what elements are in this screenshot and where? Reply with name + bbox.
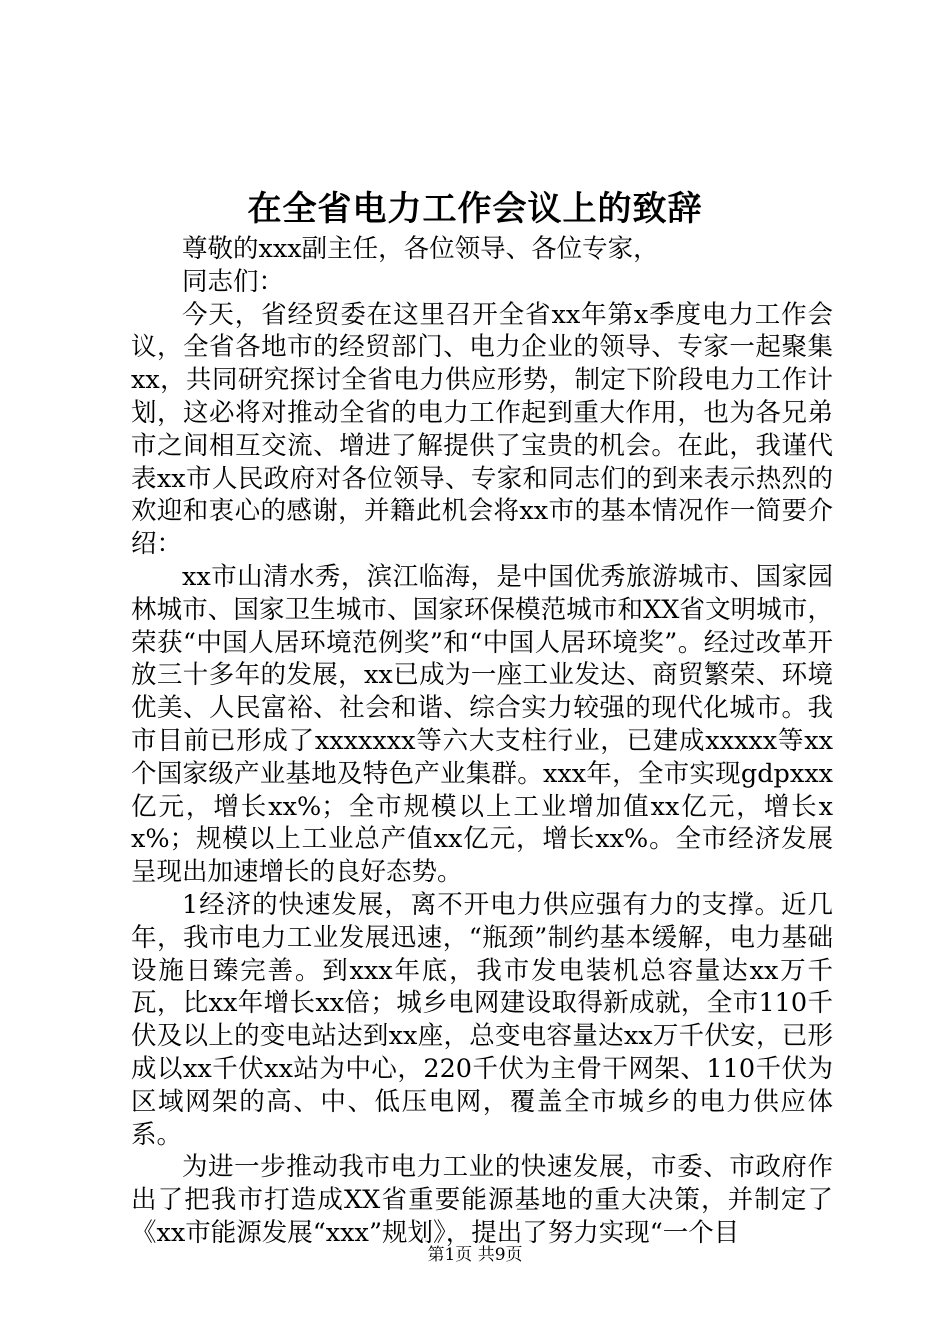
city-introduction-paragraph: xx市山清水秀，滨江临海，是中国优秀旅游城市、国家园林城市、国家卫生城市、国家环保模范城市和XX省文明城市，荣获“中国人居环境范例奖”和“中国人居环境奖”。经过改革开放三十多年的发展，xx已成为一座工业发达、商贸繁荣、环境优美、人民富裕、社会和谐、综合实力较强的现代化城市。我市目前已形成了xxxxxxx等六大支柱行业，已建成xxxxx等xx个国家级产业基地及特色产业集群。xxx年，全市实现gdpxxx亿元，增长xx%；全市规模以上工业增加值xx亿元，增长xx%；规模以上工业总产值xx亿元，增长xx%。全市经济发展呈现出加速增长的良好态势。 [131,561,833,888]
document-body [131,233,833,1250]
page-number-footer: 第1页 共9页 [427,1245,523,1265]
power-development-paragraph: 1经济的快速发展，离不开电力供应强有力的支撑。近几年，我市电力工业发展迅速，“瓶颈”制约基本缓解，电力基础设施日臻完善。到xxx年底，我市发电装机总容量达xx万千瓦，比xx年增长xx倍；城乡电网建设取得新成就，全市110千伏及以上的变电站达到xx座，总变电容量达xx万千伏安，已形成以xx千伏xx站为中心，220千伏为主骨干网架、110千伏为区域网架的高、中、低压电网，覆盖全市城乡的电力供应体系。 [131,889,833,1150]
salutation-paragraph: 尊敬的xxx副主任，各位领导、各位专家， [182,234,659,264]
document-title: 在全省电力工作会议上的致辞 [247,189,703,229]
greeting-paragraph: 同志们： [182,266,285,297]
energy-plan-paragraph: 为进一步推动我市电力工业的快速发展，市委、市政府作出了把我市打造成XX省重要能源基地的重大决策，并制定了《xx市能源发展“xxx”规划》，提出了努力实现“一个目 [131,1152,833,1248]
opening-paragraph: 今天，省经贸委在这里召开全省xx年第x季度电力工作会议，全省各地市的经贸部门、电力企业的领导、专家一起聚集xx，共同研究探讨全省电力供应形势，制定下阶段电力工作计划，这必将对推动全省的电力工作起到重大作用，也为各兄弟市之间相互交流、增进了解提供了宝贵的机会。在此，我谨代表xx市人民政府对各位领导、专家和同志们的到来表示热烈的欢迎和衷心的感谢，并籍此机会将xx市的基本情况作一简要介绍： [131,299,833,560]
